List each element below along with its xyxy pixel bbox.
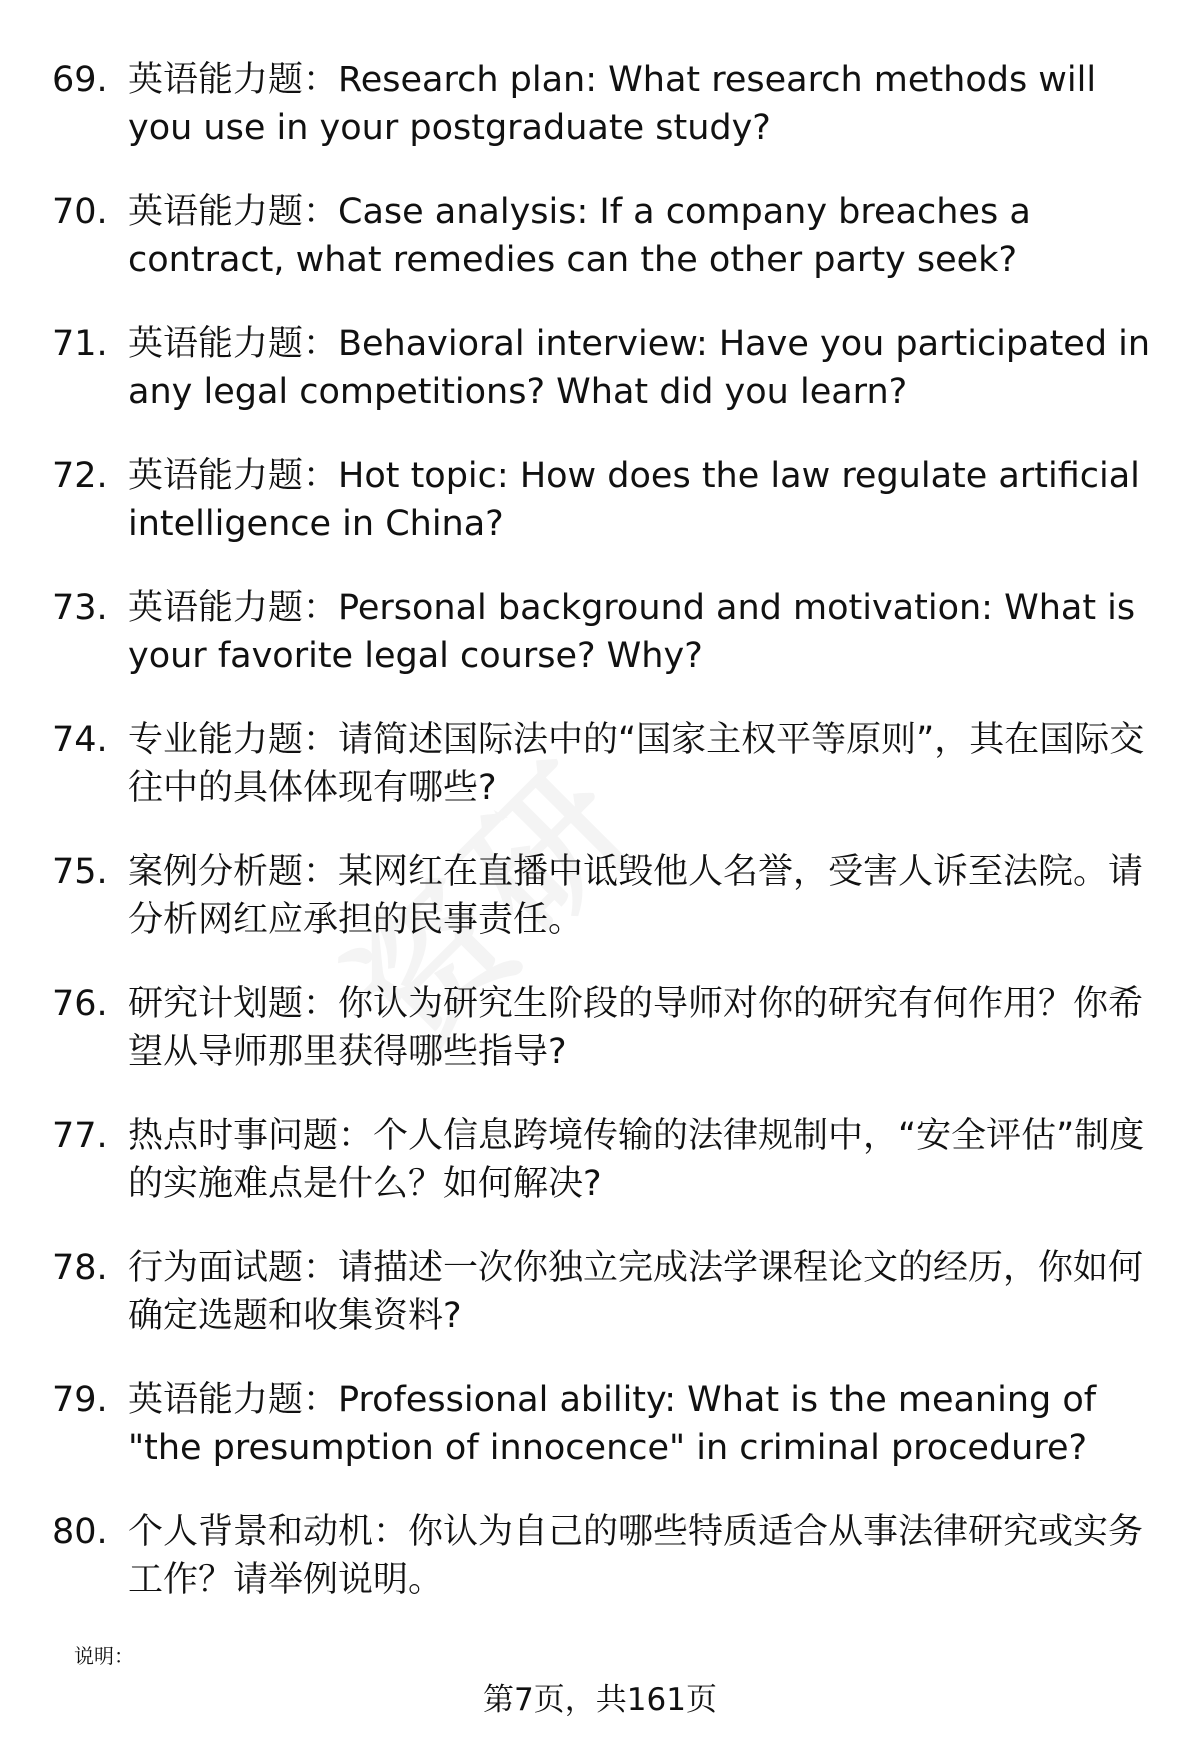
question-item — [0, 320, 1200, 452]
question-text: 英语能力题：Case analysis: If a company breaches a contract, what remedies can the other party seek? — [128, 192, 1031, 280]
question-number: 73. — [52, 588, 108, 628]
note-label: 说明： — [74, 1644, 134, 1668]
question-text: 热点时事问题：个人信息跨境传输的法律规制中，“安全评估”制度的实施难点是什么？如何解决? — [128, 1116, 1145, 1204]
question-item — [0, 1244, 1200, 1376]
question-item — [0, 188, 1200, 320]
question-number: 76. — [52, 984, 108, 1024]
question-number: 77. — [52, 1116, 108, 1156]
question-item — [0, 584, 1200, 716]
question-text: 行为面试题：请描述一次你独立完成法学课程论文的经历，你如何确定选题和收集资料? — [128, 1248, 1144, 1336]
question-text: 案例分析题：某网红在直播中诋毁他人名誉，受害人诉至法院。请分析网红应承担的民事责任。 — [128, 852, 1144, 940]
question-number: 72. — [52, 456, 108, 496]
question-text: 英语能力题：Behavioral interview: Have you participated in any legal competitions? What did you learn? — [128, 324, 1151, 412]
question-number: 78. — [52, 1248, 108, 1288]
question-item — [0, 452, 1200, 584]
question-item — [0, 980, 1200, 1112]
question-number: 75. — [52, 852, 108, 892]
question-number: 79. — [52, 1380, 108, 1420]
question-number: 74. — [52, 720, 108, 760]
question-text: 英语能力题：Personal background and motivation: What is your favorite legal course? Why? — [128, 588, 1136, 676]
page-indicator: 第7页，共161页 — [483, 1682, 717, 1718]
question-item — [0, 1376, 1200, 1508]
question-list — [0, 56, 1200, 1640]
question-item — [0, 716, 1200, 848]
question-text: 研究计划题：你认为研究生阶段的导师对你的研究有何作用？你希望从导师那里获得哪些指导? — [128, 984, 1144, 1072]
question-number: 69. — [52, 60, 108, 100]
question-text: 英语能力题：Professional ability: What is the meaning of "the presumption of innocence" in criminal procedure? — [128, 1380, 1097, 1468]
question-number: 71. — [52, 324, 108, 364]
question-text: 英语能力题：Research plan: What research methods will you use in your postgraduate study? — [128, 60, 1097, 148]
question-item — [0, 56, 1200, 188]
question-number: 70. — [52, 192, 108, 232]
question-number: 80. — [52, 1512, 108, 1552]
question-item — [0, 848, 1200, 980]
question-text: 英语能力题：Hot topic: How does the law regulate artificial intelligence in China? — [128, 456, 1140, 544]
question-item — [0, 1112, 1200, 1244]
question-text: 个人背景和动机：你认为自己的哪些特质适合从事法律研究或实务工作？请举例说明。 — [128, 1512, 1144, 1600]
question-item — [0, 1508, 1200, 1640]
question-text: 专业能力题：请简述国际法中的“国家主权平等原则”，其在国际交往中的具体体现有哪些? — [128, 720, 1145, 808]
